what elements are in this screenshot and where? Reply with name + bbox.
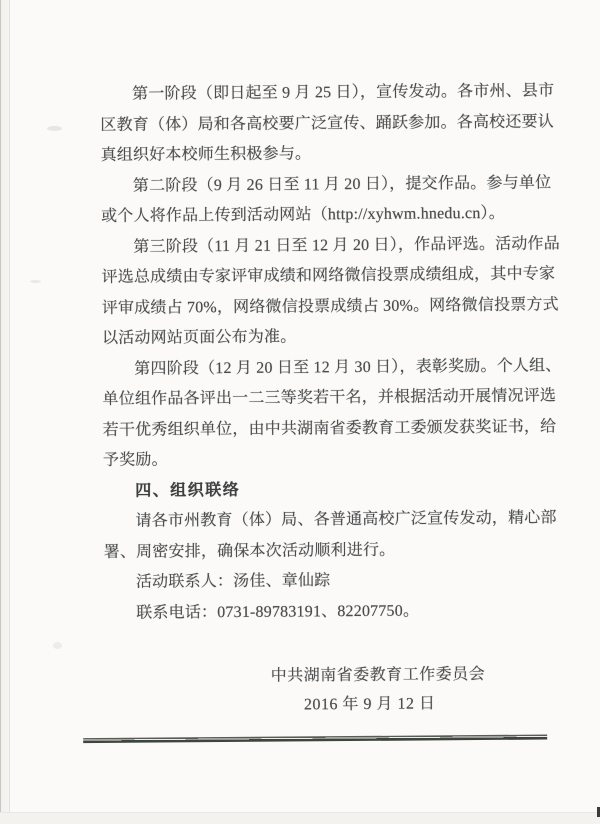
scan-artifact <box>30 280 41 283</box>
scan-artifact <box>47 126 62 131</box>
paper-left-edge <box>0 0 10 824</box>
doc-line: 若干优秀组织单位，由中共湖南省委教育工委颁发获奖证书，给 <box>102 417 557 439</box>
doc-line-contact-phones: 联系电话：0731-89783191、82207750。 <box>136 602 420 622</box>
doc-line: 第三阶段（11 月 21 日至 12 月 20 日），作品评选。活动作品 <box>133 234 560 256</box>
doc-line: 单位组作品各评出一二三等奖若干名，并根据活动开展情况评选 <box>102 387 557 408</box>
scan-bottom-edge <box>0 812 600 824</box>
separator-rule <box>83 735 547 744</box>
doc-line: 第四阶段（12 月 20 日至 12 月 30 日），表彰奖励。个人组、 <box>134 356 562 378</box>
signature-organization: 中共湖南省委教育工作委员会 <box>270 665 486 685</box>
doc-line: 真组织好本校师生积极参与。 <box>100 145 312 164</box>
doc-line: 以活动网站页面公布为准。 <box>101 328 297 347</box>
doc-line: 评审成绩占 70%，网络微信投票成绩占 30%。网络微信投票方式 <box>101 295 559 317</box>
doc-line: 第二阶段（9 月 26 日至 11 月 20 日），提交作品。参与单位 <box>132 173 552 195</box>
doc-line: 区教育（体）局和各高校要广泛宣传、踊跃参加。各高校还要认 <box>100 112 555 134</box>
scan-artifact <box>53 642 62 649</box>
document-body <box>100 76 562 714</box>
doc-line-contact-persons: 活动联系人：汤佳、章仙踪 <box>135 572 331 591</box>
doc-line: 署、周密安排，确保本次活动顺利进行。 <box>103 541 396 561</box>
doc-line: 第一阶段（即日起至 9 月 25 日），宣传发动。各市州、县市 <box>132 82 555 103</box>
doc-line: 予奖励。 <box>102 451 168 469</box>
doc-line-website: 或个人将作品上传到活动网站（http://xyhwm.hnedu.cn）。 <box>101 204 505 225</box>
signature-date: 2016 年 9 月 12 日 <box>303 695 436 714</box>
doc-line: 请各市州教育（体）局、各普通高校广泛宣传发动，精心部 <box>135 509 557 530</box>
section-heading: 四、组织联络 <box>135 481 241 500</box>
doc-line: 评选总成绩由专家评审成绩和网络微信投票成绩组成，其中专家 <box>101 265 556 286</box>
